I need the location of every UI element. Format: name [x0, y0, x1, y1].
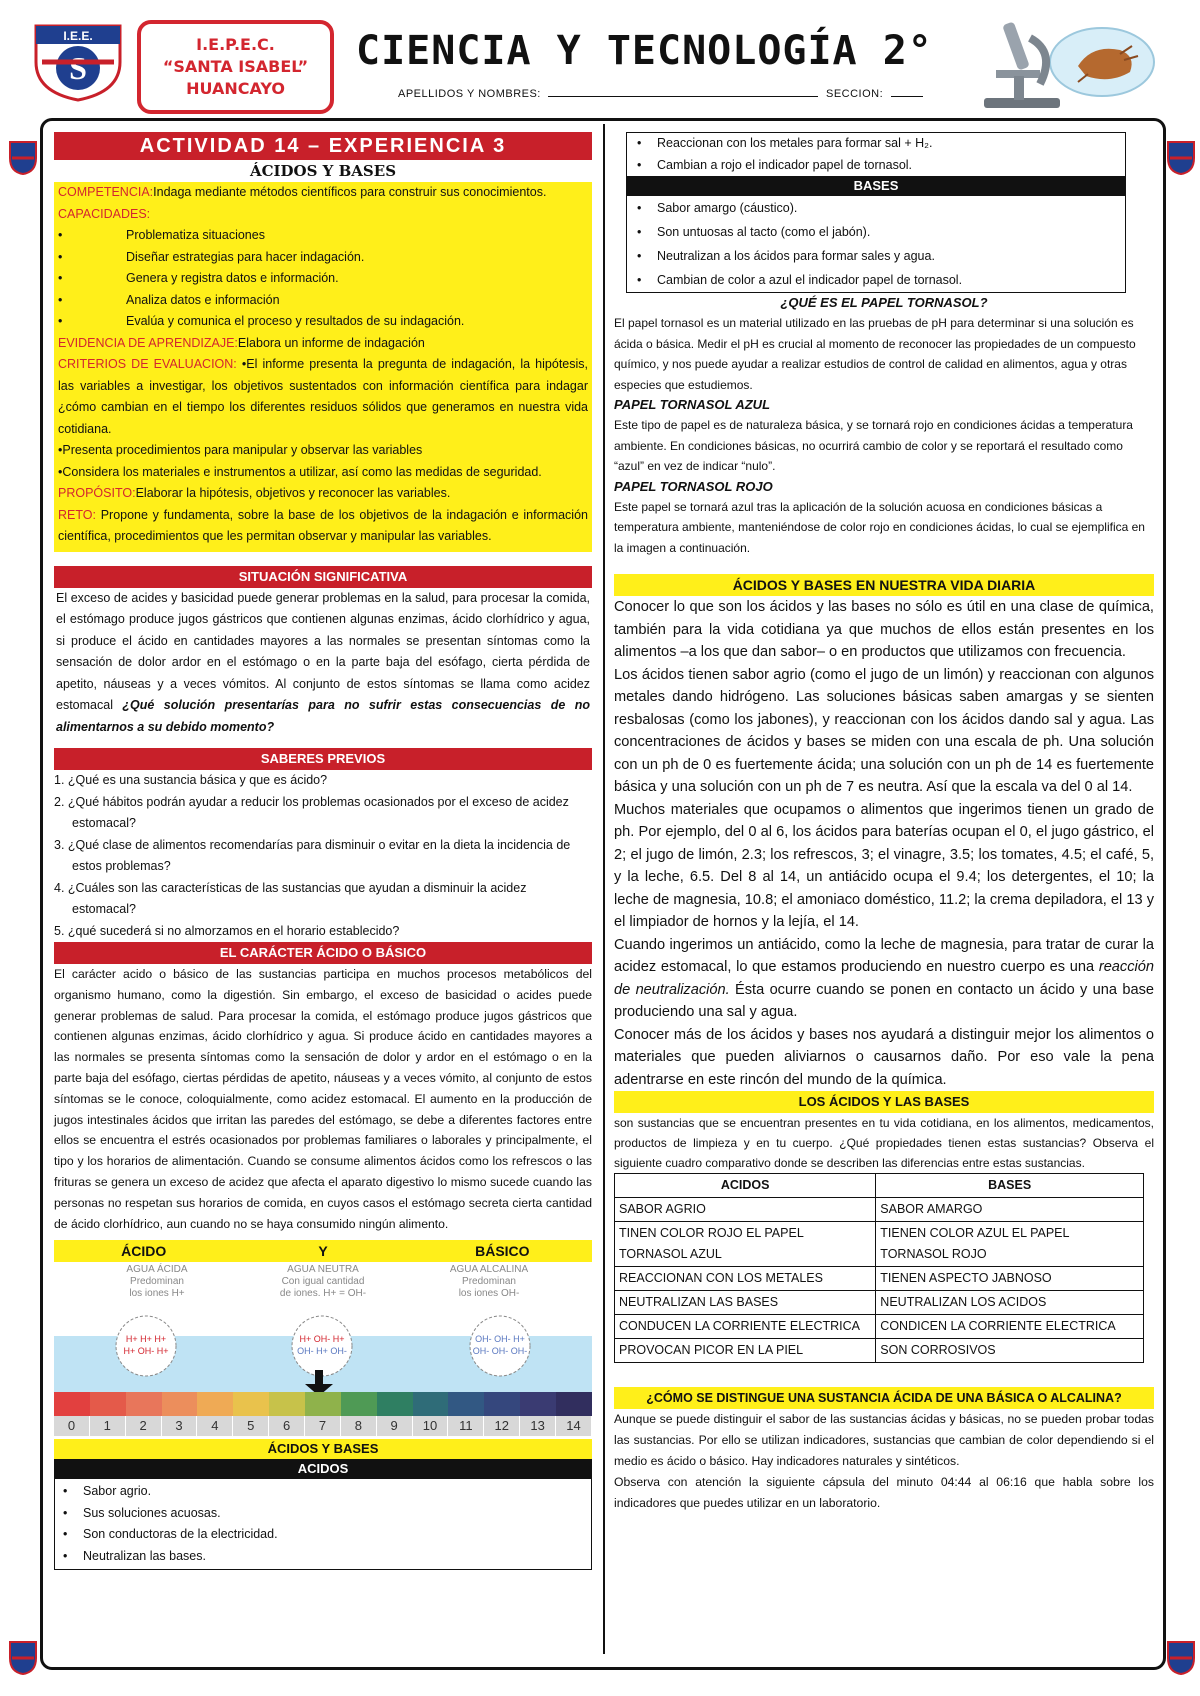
list-item: • Analiza datos e información: [58, 292, 280, 307]
table-cell: SON CORROSIVOS: [876, 1339, 1144, 1363]
list-item: • Son conductoras de la electricidad.: [63, 1524, 583, 1546]
table-row: [615, 1315, 1144, 1339]
water-captions: [54, 1262, 592, 1310]
reto-label: RETO:: [58, 507, 96, 522]
ph-label-basic: BÁSICO: [475, 1243, 530, 1260]
azul-text: Este tipo de papel es de naturaleza básica, y se tornará rojo en condiciones ácidas a temperatura ambiente. En condiciones básicas, no ocurrirá cambio de color y se reportará el resultado como “azul” en vez de indicar “nulo”.: [614, 418, 1133, 473]
ph-color-swatch: [520, 1392, 556, 1416]
ph-color-swatch: [90, 1392, 126, 1416]
table-cell: CONDICEN LA CORRIENTE ELECTRICA: [876, 1315, 1144, 1339]
ph-number: 11: [448, 1416, 484, 1436]
ph-number: 2: [126, 1416, 162, 1436]
list-item: • Diseñar estrategias para hacer indagación.: [58, 249, 365, 264]
ph-color-swatch: [448, 1392, 484, 1416]
list-item: • Problematiza situaciones: [58, 228, 265, 242]
list-item: • Neutralizan a los ácidos para formar sales y agua.: [637, 244, 1115, 268]
ph-scale-cell: [233, 1392, 269, 1436]
svg-text:OH- H+ OH-: OH- H+ OH-: [297, 1346, 347, 1357]
ph-scale-illustration: [54, 1240, 592, 1435]
caracter-title: EL CARÁCTER ÁCIDO O BÁSICO: [54, 942, 592, 964]
acidos-list: [63, 1481, 583, 1567]
ph-color-swatch: [54, 1392, 90, 1416]
distingue-title: ¿CÓMO SE DISTINGUE UNA SUSTANCIA ÁCIDA DE UNA BÁSICA O ALCALINA?: [614, 1387, 1154, 1409]
corner-shield-icon: [1166, 140, 1196, 176]
section-field[interactable]: [891, 96, 923, 97]
competencies-box: [54, 182, 592, 552]
evidencia-label: EVIDENCIA DE APRENDIZAJE:: [58, 335, 238, 350]
ion-circles: [54, 1306, 592, 1398]
list-item: 5. ¿qué sucederá si no almorzamos en el horario establecido?: [54, 923, 400, 938]
situacion-question: ¿Qué solución presentarías para no sufrir estas consecuencias de no alimentarnos a su debido momento?: [56, 698, 590, 734]
ph-color-swatch: [269, 1392, 305, 1416]
ph-scale-cell: [90, 1392, 126, 1436]
table-header: ACIDOS: [615, 1174, 876, 1198]
ph-scale-cell: [54, 1392, 90, 1436]
distingue-text-2: Observa con atención la siguiente cápsula del minuto 04:44 al 06:16 que habla sobre los indicadores que puedes utilizar en un laboratorio.: [614, 1475, 1154, 1510]
corner-shield-icon: [1166, 1640, 1196, 1676]
water-caption-alkaline: AGUA ALCALINA Predominan los iones OH-: [449, 1264, 529, 1300]
table-cell: NEUTRALIZAN LOS ACIDOS: [876, 1291, 1144, 1315]
corner-shield-icon: [8, 140, 38, 176]
table-header: BASES: [876, 1174, 1144, 1198]
table-row: [615, 1339, 1144, 1363]
losacidos-title: LOS ÁCIDOS Y LAS BASES: [614, 1091, 1154, 1113]
names-field[interactable]: [548, 96, 818, 97]
criterio-extra: •Presenta procedimientos para manipular y observar las variables: [58, 443, 423, 457]
shield-letter: S: [69, 50, 87, 86]
ph-color-swatch: [305, 1392, 341, 1416]
ph-scale-cell: [341, 1392, 377, 1436]
list-item: • Genera y registra datos e información.: [58, 271, 339, 285]
list-item: • Sabor amargo (cáustico).: [637, 196, 1115, 220]
svg-text:H+ H+ H+: H+ H+ H+: [125, 1334, 167, 1345]
ph-label-y: Y: [318, 1243, 328, 1260]
table-row: [615, 1198, 1144, 1222]
ph-label-acid: ÁCIDO: [121, 1243, 167, 1260]
situacion-title: SITUACIÓN SIGNIFICATIVA: [54, 566, 592, 588]
table-cell: SABOR AMARGO: [876, 1198, 1144, 1222]
list-item: • Cambian de color a azul el indicador papel de tornasol.: [637, 268, 1115, 292]
acidos-title: ACIDOS: [54, 1459, 592, 1479]
comparison-table: [614, 1173, 1144, 1363]
water-caption-neutral: AGUA NEUTRA Con igual cantidad de iones. H+ = OH-: [279, 1264, 367, 1300]
list-item: 1. ¿Qué es una sustancia básica y que es ácido?: [54, 773, 328, 787]
list-item: 3. ¿Qué clase de alimentos recomendarías para disminuir o evitar en la dieta la incidencia de estos problemas?: [54, 837, 571, 873]
school-line-2: “SANTA ISABEL”: [162, 57, 309, 76]
saberes-list: [54, 770, 592, 942]
ph-color-swatch: [556, 1392, 592, 1416]
ph-number: 10: [413, 1416, 449, 1436]
ph-number: 0: [54, 1416, 90, 1436]
ph-color-swatch: [126, 1392, 162, 1416]
table-cell: NEUTRALIZAN LAS BASES: [615, 1291, 876, 1315]
ph-color-swatch: [413, 1392, 449, 1416]
names-label: APELLIDOS Y NOMBRES:: [398, 88, 541, 100]
ph-number: 14: [556, 1416, 592, 1436]
table-row: [615, 1222, 1144, 1267]
list-item: • Neutralizan las bases.: [63, 1546, 583, 1568]
list-item: • Sabor agrio.: [63, 1481, 583, 1503]
ph-color-swatch: [233, 1392, 269, 1416]
shield-text: I.E.E.: [63, 29, 93, 43]
daily-paragraph: Muchos materiales que ocupamos o alimentos que ingerimos tienen un grado de ph. Por ejemplo, del 0 al 6, los ácidos para baterías ocupan el 0, el jugo gástrico, el 2; el jugo de limón, 2.3; los refrescos, 3; el vinagre, 3.5; los tomates, 4.5; el café, 5, y la leche, 6.5. Del 8 al 14, un antiácido ocupa el 9.4; los detergentes, el 10; la leche de magnesia, 10.8; el amoniaco doméstico, 11.2; la crema depiladora, el 13 y el limpiador de hornos y la lejía, el 14.: [614, 801, 1154, 930]
rojo-title: PAPEL TORNASOL ROJO: [614, 478, 773, 494]
proposito-label: PROPÓSITO:: [58, 486, 136, 500]
reaction-after: Ésta ocurre cuando se ponen en contacto un ácido y una base produciendo una sal y agua.: [614, 981, 1154, 1020]
list-item: 2. ¿Qué hábitos podrán ayudar a reducir los problemas ocasionados por el exceso de acidez estomacal?: [54, 794, 569, 830]
school-name-box: [137, 20, 334, 114]
ph-scale-cell: [269, 1392, 305, 1436]
acidos-bases-title: ÁCIDOS Y BASES: [54, 1439, 592, 1459]
azul-title: PAPEL TORNASOL AZUL: [614, 397, 771, 412]
ph-number: 12: [484, 1416, 520, 1436]
svg-text:H+ OH- H+: H+ OH- H+: [299, 1334, 345, 1345]
ph-color-swatch: [197, 1392, 233, 1416]
evidencia-text: Elabora un informe de indagación: [237, 335, 425, 350]
tornasol-title: ¿QUÉ ES EL PAPEL TORNASOL?: [780, 295, 988, 310]
acid-bases-box: [626, 132, 1126, 293]
saberes-title: SABERES PREVIOS: [54, 748, 592, 770]
list-item: • Sus soluciones acuosas.: [63, 1503, 583, 1525]
ph-number: 3: [162, 1416, 198, 1436]
list-item: 4. ¿Cuáles son las características de las sustancias que ayudan a disminuir la acidez estomacal?: [54, 880, 527, 916]
microscope-illustration: [970, 14, 1160, 114]
section-label: SECCION:: [826, 88, 884, 100]
table-cell: TIENEN COLOR AZUL EL PAPEL TORNASOL ROJO: [876, 1222, 1144, 1267]
table-cell: REACCIONAN CON LOS METALES: [615, 1267, 876, 1291]
bases-title: BASES: [627, 176, 1125, 196]
daily-paragraph: Los ácidos tienen sabor agrio (como el jugo de un limón) y reaccionan con algunos metales dando hidrógeno. Las soluciones básicas saben amargas y se sienten resbalosas (como los jabones), y reaccionan con los ácidos dando sal y agua. Las concentraciones de ácidos y bases se miden con una escala de ph. Una solución con un ph de 0 es fuertemente ácida; una solución con un ph de 14 es fuertemente básica y una solución con un ph de 7 es neutra. Así que la escala va del 0 al 14.: [614, 666, 1154, 795]
ph-color-swatch: [484, 1392, 520, 1416]
ph-scale-cell: [448, 1392, 484, 1436]
rojo-text: Este papel se tornará azul tras la aplicación de la solución acuosa en condiciones básicas a temperatura ambiente, manteniéndose de color rojo en condiciones ácidas, lo cual se ejemplifica en la imagen a continuación.: [614, 499, 1145, 555]
table-cell: PROVOCAN PICOR EN LA PIEL: [615, 1339, 876, 1363]
student-fields: [398, 88, 927, 100]
criterios-text: •El informe presenta la pregunta de indagación, la hipótesis, las variables a investigar, los objetivos sustentados con información científica para indagar ¿cómo cambian en el tiempo los diferentes residuos sólidos que generamos en nuestra vida cotidiana.: [58, 357, 588, 436]
proposito-text: Elaborar la hipótesis, objetivos y reconocer las variables.: [135, 486, 451, 500]
ph-scale-cell: [520, 1392, 556, 1436]
ph-number: 5: [233, 1416, 269, 1436]
daily-title: ÁCIDOS Y BASES EN NUESTRA VIDA DIARIA: [614, 574, 1154, 596]
table-row: [615, 1267, 1144, 1291]
right-column: [614, 132, 1154, 1514]
ph-color-swatch: [162, 1392, 198, 1416]
svg-text:OH- OH- OH-: OH- OH- OH-: [472, 1346, 528, 1357]
daily-section: [614, 596, 1154, 1091]
list-item: • Cambian a rojo el indicador papel de tornasol.: [637, 155, 1115, 177]
water-caption-acid: AGUA ÁCIDA Predominan los iones H+: [126, 1264, 188, 1300]
table-cell: TINEN COLOR ROJO EL PAPEL TORNASOL AZUL: [615, 1222, 876, 1267]
daily-paragraph: Conocer lo que son los ácidos y las bases no sólo es útil en una clase de química, también para la vida cotidiana ya que muchos de ellos están presentes en los alimentos –a los que dan sabor– o en productos que utilizamos con frecuencia.: [614, 599, 1154, 660]
svg-text:OH- OH- H+: OH- OH- H+: [475, 1334, 525, 1345]
daily-paragraph: Conocer más de los ácidos y bases nos ayudará a distinguir mejor los alimentos o materiales que pueden aliviarnos o causarnos daño. Por eso vale la pena adentrarse en este rincón del mundo de la química.: [614, 1026, 1154, 1088]
table-cell: CONDUCEN LA CORRIENTE ELECTRICA: [615, 1315, 876, 1339]
column-divider: [603, 124, 605, 1654]
caracter-text: El carácter acido o básico de las sustancias participa en muchos procesos metabólicos del organismo humano, como la digestión. Sin embargo, el exceso de basicidad o acides puede generar problemas de salud. Para procesar la comida, el estómago produce jugos gástricos que contienen algunas enzimas, ácido clorhídrico y agua. Si produce ácido en cantidades mayores a las normales se presenta síntomas como la sensación de dolor y ardor en el estómago o en la parte baja del esófago, ciertas pérdidas de apetito, náuseas y a veces vómito, al conjunto de estos síntomas se le conoce, coloquialmente, como acidez estomacal. El aumento en la producción de jugos intestinales ácidos que irritan las paredes del estómago, se debe a diferentes factores entre ellos se encuentra el estrés ocasionados por problemas familiares o laborales y principalmente, el tipo y los horarios de alimentación. Cuando se consume alimentos ácidos como los refrescos o las frituras se genera un exceso de acidez que afecta el aparato digestivo lo mismo sucede cuando las personas no respetan sus horarios de comida, en cuyos casos el estómago secreta cierta cantidad de ácido clorhídrico, aun cuando no se haya consumido ningún alimento.: [54, 967, 592, 1231]
ph-number: 13: [520, 1416, 556, 1436]
school-line-3: HUANCAYO: [186, 79, 285, 98]
ph-color-swatch: [341, 1392, 377, 1416]
corner-shield-icon: [8, 1640, 38, 1676]
competencia-text: Indaga mediante métodos científicos para construir sus conocimientos.: [153, 185, 547, 199]
situacion-text: El exceso de acides y basicidad puede generar problemas en la salud, para procesar la comida, el estómago produce jugos gástricos que contienen algunas enzimas, ácido clorhídrico y agua, si produce el ácido en cantidades mayores a las normales se presentan síntomas como la sensación de dolor ardor en el estómago o en la parte baja del esófago, cierta pérdida de apetito, náuseas y a veces vómitos. Al conjunto de estos síntomas se llama como acidez estomacal: [56, 590, 590, 712]
losacidos-text: son sustancias que se encuentran presentes en tu vida cotidiana, en los alimentos, medicamentos, productos de limpieza y en tu cuerpo. ¿Qué propiedades tienen estas sustancias? Observa el siguiente cuadro comparativo donde se describen las diferencias entre estas sustancias.: [614, 1116, 1154, 1170]
ph-scale-cell: [162, 1392, 198, 1436]
ph-number: 1: [90, 1416, 126, 1436]
ph-scale-cell: [484, 1392, 520, 1436]
ph-scale-cell: [556, 1392, 592, 1436]
ph-number: 8: [341, 1416, 377, 1436]
ph-scale-cell: [413, 1392, 449, 1436]
ph-number: 6: [269, 1416, 305, 1436]
ph-scale-cell: [126, 1392, 162, 1436]
ph-scale: [54, 1392, 592, 1436]
criterio-extra: •Considera los materiales e instrumentos a utilizar, así como las medidas de seguridad.: [58, 464, 542, 479]
activity-title: ACTIVIDAD 14 – EXPERIENCIA 3: [54, 132, 592, 160]
list-item: • Reaccionan con los metales para formar sal + H₂.: [637, 133, 1115, 155]
ph-number: 4: [197, 1416, 233, 1436]
competencia-label: COMPETENCIA:: [58, 185, 154, 199]
tornasol-text: El papel tornasol es un material utilizado en las pruebas de pH para determinar si una solución es ácida o básica. Medir el pH es crucial al momento de reconocer las propiedades de un compuesto químico, y nos puede ayudar a realizar estudios de control de calidad en alimentos, agua y otras especies que estudiemos.: [614, 316, 1136, 392]
capacidades-label: CAPACIDADES:: [58, 206, 151, 221]
ph-number: 9: [377, 1416, 413, 1436]
ph-labels: [54, 1240, 592, 1262]
table-cell: TIENEN ASPECTO JABNOSO: [876, 1267, 1144, 1291]
capacidades-list: [58, 225, 588, 333]
table-cell: SABOR AGRIO: [615, 1198, 876, 1222]
ph-scale-cell: [377, 1392, 413, 1436]
page-title: CIENCIA Y TECNOLOGÍA 2°: [356, 28, 933, 74]
distingue-text: Aunque se puede distinguir el sabor de las sustancias ácidas y básicas, no se pueden probar todas las sustancias. Por ello se utilizan indicadores, sustancias que cambian de color dependiendo si el medio es ácido o básico. Hay indicadores naturales y sintéticos.: [614, 1412, 1154, 1468]
reto-text: Propone y fundamenta, sobre la base de los objetivos de la indagación e información científica, procedimientos que les permitan observar y manipular las variables.: [58, 507, 588, 543]
left-column: [54, 132, 592, 1570]
table-row: [615, 1291, 1144, 1315]
daily-paragraph: Cuando ingerimos un antiácido, como la leche de magnesia, para tratar de curar la acidez estomacal, lo que estamos produciendo en nuestro cuerpo es una: [614, 936, 1154, 975]
school-line-1: I.E.P.E.C.: [196, 35, 275, 54]
svg-text:H+ OH- H+: H+ OH- H+: [123, 1346, 169, 1357]
ph-scale-cell: [197, 1392, 233, 1436]
list-item: • Son untuosas al tacto (como el jabón).: [637, 220, 1115, 244]
acidos-box: [54, 1479, 592, 1570]
ph-scale-cell: [305, 1392, 341, 1436]
criterios-label: CRITERIOS DE EVALUACION:: [58, 357, 237, 371]
school-shield-logo: [28, 22, 128, 102]
activity-subtitle: ÁCIDOS Y BASES: [249, 162, 397, 180]
ph-color-swatch: [377, 1392, 413, 1416]
list-item: • Evalúa y comunica el proceso y resultados de su indagación.: [58, 314, 465, 328]
ph-number: 7: [305, 1416, 341, 1436]
reaction-term: reacción de neutralización.: [614, 959, 1154, 998]
